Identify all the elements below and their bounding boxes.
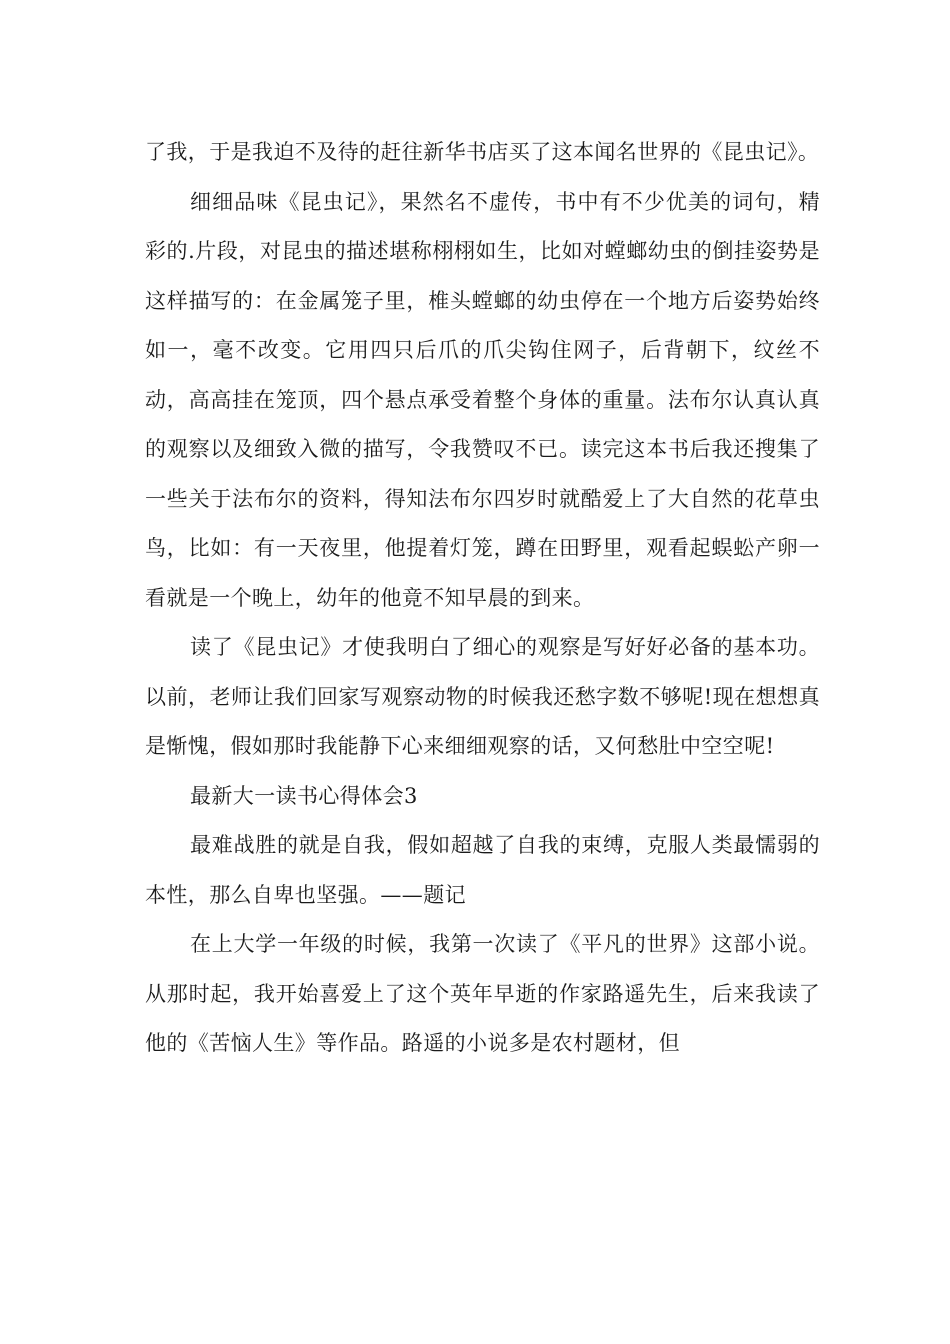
paragraph-insect-description: 细细品味《昆虫记》，果然名不虚传，书中有不少优美的词句，精彩的.片段，对昆虫的描述堪称栩栩如生，比如对螳螂幼虫的倒挂姿势是这样描写的：在金属笼子里，椎头螳螂的幼虫停在一个地方后姿势始终如一，毫不改变。它用四只后爪的爪尖钩住网子，后背朝下，纹丝不动，高高挂在笼顶，四个悬点承受着整个身体的重量。法布尔认真认真的观察以及细致入微的描写，令我赞叹不已。读完这本书后我还搜集了一些关于法布尔的资料，得知法布尔四岁时就酷爱上了大自然的花草虫鸟，比如：有一天夜里，他提着灯笼，蹲在田野里，观看起蜈蚣产卵一看就是一个晚上，幼年的他竟不知早晨的到来。 — [145, 189, 820, 610]
document-body — [145, 128, 820, 1069]
paragraph-observation-lesson: 读了《昆虫记》才使我明白了细心的观察是写好好必备的基本功。以前，老师让我们回家写观察动物的时候我还愁字数不够呢!现在想想真是惭愧，假如那时我能静下心来细细观察的话，又何愁肚中空空呢! — [145, 635, 820, 758]
epigraph: 最难战胜的就是自我，假如超越了自我的束缚，克服人类最懦弱的本性，那么自卑也坚强。——题记 — [145, 833, 820, 907]
paragraph-ordinary-world: 在上大学一年级的时候，我第一次读了《平凡的世界》这部小说。从那时起，我开始喜爱上了这个英年早逝的作家路遥先生，后来我读了他的《苦恼人生》等作品。路遥的小说多是农村题材，但 — [145, 932, 820, 1055]
section-title: 最新大一读书心得体会3 — [190, 783, 418, 808]
paragraph-continuation: 了我，于是我迫不及待的赶往新华书店买了这本闻名世界的《昆虫记》。 — [145, 140, 820, 164]
